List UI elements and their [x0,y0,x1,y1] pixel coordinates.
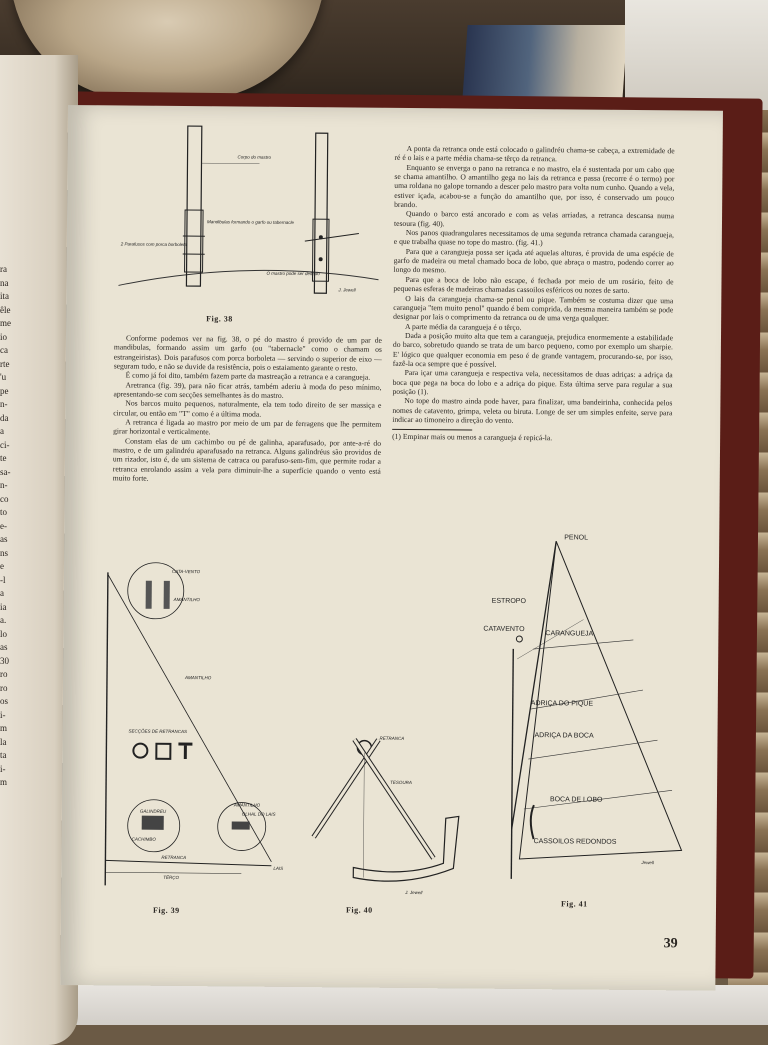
fig39-label-amantilho-top: AMANTILHO [173,597,201,602]
left-page-fragment: as [0,535,14,544]
left-page-fragment: co [0,495,14,504]
left-page-fragment: e- [0,522,14,531]
left-page-fragment: na [0,279,14,288]
fig41-label-carangueja: CARANGUEJA [545,630,593,637]
left-page-fragment: êle [0,306,14,315]
left-column-paragraph: Conforme podemos ver na fig. 38, o pé do mastro é provido de um par de mandibulas, formando assim um garfo (ou "tabernacle" como o chamam os estrangeiristas). Dois parafusos com porca borboleta — servindo o superior de eixo — seguram tudo, e não se duvide da resistência, pois o estaiamento garante o resto. [114,333,382,373]
fig40-label-retranca: RETRANCA [379,736,404,741]
left-page-fragment: io [0,333,14,342]
fig40-caption: Fig. 40 [346,905,373,914]
fig38-label-mandibulas: Mandibulas formando o garfo ou tabernacle [207,219,295,225]
left-column-paragraph: A retranca é ligada ao mastro por meio de um par de ferragens que lhe permitem girar horizontal e verticalmente. [113,418,381,439]
left-page-fragment: ta [0,751,14,760]
left-page-fragment: 'u [0,373,14,382]
left-column-paragraph: É como já foi dito, também fazem parte da mastreação a retranca e a carangueja. [114,371,382,383]
right-column-paragraph: A ponta da retranca onde está colocado o galindréu chama-se cabeça, a extremidade de ré é o lais e a parte média chama-se têrço da retranca. [395,144,675,165]
left-page-fragment: ra [0,265,14,274]
fig41-label-adrica-boca: ADRIÇA DA BOCA [534,732,594,740]
left-page-fragment: da [0,414,14,423]
footnote: (1) Empinar mais ou menos a carangueja é repicá-la. [392,429,472,442]
left-page-fragment: a. [0,616,14,625]
fig39-label-cata-vento: CATA-VENTO [172,569,201,574]
left-page-fragment: n- [0,400,14,409]
left-page-fragment: ro [0,684,14,693]
fig39-label-seccoes: SECÇÕES DE RETRANCAS [129,728,188,735]
magazine-page [60,105,723,991]
fig41-label-catavento: CATAVENTO [483,626,525,633]
left-page-fragment: 30 [0,657,14,666]
fig41-label-penol: PENOL [564,534,588,541]
right-column-paragraph: Nos panos quadrangulares necessitamos de uma segunda retranca chamada carangueja, e que trabalha quase no tope do mastro. (fig. 41.) [394,228,674,249]
right-column-paragraph: No tope do mastro ainda pode haver, para finalizar, uma bandeirinha, conhecida pelos nomes de catavento, grimpa, veleta ou biruta. Longe de ser um simples enfeite, serve para indicar ao timoneiro a direção do vento. [392,396,672,426]
fig39-label-amantilho-diag: AMANTILHO [184,675,212,680]
left-page-fragment: e [0,562,14,571]
fig39-label-galindreu: GALINDRÉU [140,808,167,814]
fig39-label-terco: TÊRÇO [163,873,179,880]
fig38-label-mastro-deitado: O mastro pode ser deitado [267,271,321,276]
left-column-paragraph: Aretranca (fig. 39), para não ficar atrás, também aderiu à moda do peso mínimo, apresentando-se com secções semelhantes às do mastro. [113,380,381,401]
right-column-paragraph: Enquanto se enverga o pano na retranca e no mastro, ela é sustentada por um cabo que se chama amantilho. O amantilho gega no lais da retranca e passa (recorre é o termo) por uma roldana no galope tornando a descer pelo mastro para volta num cunho. Quando a vela, estiver içada, acabou-se a função do amantilho que, por isso, é conservado um pouco brando. [394,163,674,212]
left-page-fragment: ro [0,670,14,679]
right-column-paragraph: Para que a boca de lobo não escape, é fechada por meio de um rosário, feito de pequenas esferas de madeiras chamadas cassoilos esféricos ou nozes de sarto. [393,275,673,296]
right-column-paragraphs [392,144,674,427]
left-page-fragment: as [0,643,14,652]
left-column-paragraph: Constam elas de um cachimbo ou pé de galinha, aparafusado, por ante-a-ré do mastro, e de um galindréu aparafusado na retranca. Alguns galindréus são providos de um rizador, isto é, de um sistema de catraca ou parafuso-sem-fim, que permite rodar a retranca enrolando assim a vela para diminuir-lhe a superfície quando o vento está muito forte. [113,436,381,485]
fig38-signature: J. Jewell [337,287,356,292]
left-page-fragment: m [0,724,14,733]
left-page-fragment: rte [0,360,14,369]
fig41-caption: Fig. 41 [561,899,588,908]
figure-39 [91,560,294,902]
right-column-paragraph: O lais da carangueja chama-se penol ou pique. Também se costuma dizer que uma carangueja "tem muito penol" quando é bem comprida, da mesma maneira também se pode designar por lais o comprimento da retranca ou de uma verga qualquer. [393,293,673,323]
right-column-paragraph: A parte média da carangueja é o têrço. [393,321,673,333]
right-column-paragraph: Para içar uma carangueja e respectiva vela, necessitamos de duas adriças: a adriça da boca que pega na boca do lobo e a adriça do pique. Esta última serve para regular a sua posição (1). [392,368,672,398]
right-text-column [392,144,675,444]
fig40-signature: J. Jewell [404,890,423,895]
fig39-label-retranca: RETRANCA [161,855,186,860]
figure-38 [118,117,382,301]
fig39-label-cachimbo: CACHIMBO [132,837,157,842]
fig41-label-estropo: ESTROPO [492,598,527,605]
fig41-label-cassoilos: CASSOILOS REDONDOS [534,838,617,846]
figure-40 [293,717,475,899]
left-page-fragment: i- [0,765,14,774]
left-page-fragment: la [0,738,14,747]
left-page-fragment: ca [0,346,14,355]
page-number: 39 [664,936,678,952]
left-page-fragment: n- [0,481,14,490]
left-page-fragment: ci- [0,441,14,450]
left-page-fragment: m [0,778,14,787]
fig39-label-lais: LAIS [273,866,283,871]
window-frame [625,0,768,110]
left-page-fragment: lo [0,630,14,639]
left-page-fragment: a [0,427,14,436]
fig40-label-tesoura: TESOURA [390,780,412,785]
left-column-paragraph: Nos barcos muito pequenos, naturalmente, ela tem todo direito de ser massiça e circular, ou então em "T" como é a última moda. [113,399,381,420]
cloth [60,985,768,1025]
fig39-label-olhal-lais: OLHAL DO LAIS [242,812,276,817]
left-page-fragment: pe [0,387,14,396]
fig39-caption: Fig. 39 [153,906,180,915]
left-page-fragment: -l [0,576,14,585]
fig41-signature: Jewell [640,860,655,865]
fig41-label-boca-lobo: BOCA DE LOBO [550,796,603,803]
figure-41 [471,529,694,891]
left-page-fragment: sa- [0,468,14,477]
fig41-label-adrica-pique: ADRIÇA DO PIQUE [531,700,594,708]
fig38-caption: Fig. 38 [206,314,233,323]
left-page-fragment: te [0,454,14,463]
left-page-fragment: os [0,697,14,706]
left-page-fragment: ita [0,292,14,301]
left-page-fragment: ia [0,603,14,612]
right-column-paragraph: Quando o barco está ancorado e com as velas arriadas, a retranca descansa numa tesoura (fig. 40). [394,209,674,230]
left-page-fragment: me [0,319,14,328]
fig38-label-corpo: Corpo do mastro [238,154,272,159]
left-page-fragment: a [0,589,14,598]
left-page-fragment: i- [0,711,14,720]
fig38-label-parafusos: 2 Parafusos com porca borboleta [120,241,188,247]
left-text-column [113,333,382,485]
left-page-fragment: to [0,508,14,517]
right-column-paragraph: Para que a carangueja possa ser içada até aquelas alturas, é provida de uma espécie de garfo de madeira ou metal chamado boca de lobo, que abraça o mastro, podendo correr ao longo do mesmo. [394,247,674,277]
left-page-fragment: ns [0,549,14,558]
fig39-label-amantilho-low: AMANTILHO [233,802,261,807]
right-column-paragraph: Dada a posição muito alta que tem a carangueja, prejudica enormemente a estabilidade do barco, sobretudo quando se trata de um barco pequeno, como por exemplo um sharpie. E' lógico que qualquer economia em peso é de grande vantagem, procurando-se, por isso, fazê-la oca sempre que é possível. [393,331,673,371]
book-stack [462,25,627,100]
